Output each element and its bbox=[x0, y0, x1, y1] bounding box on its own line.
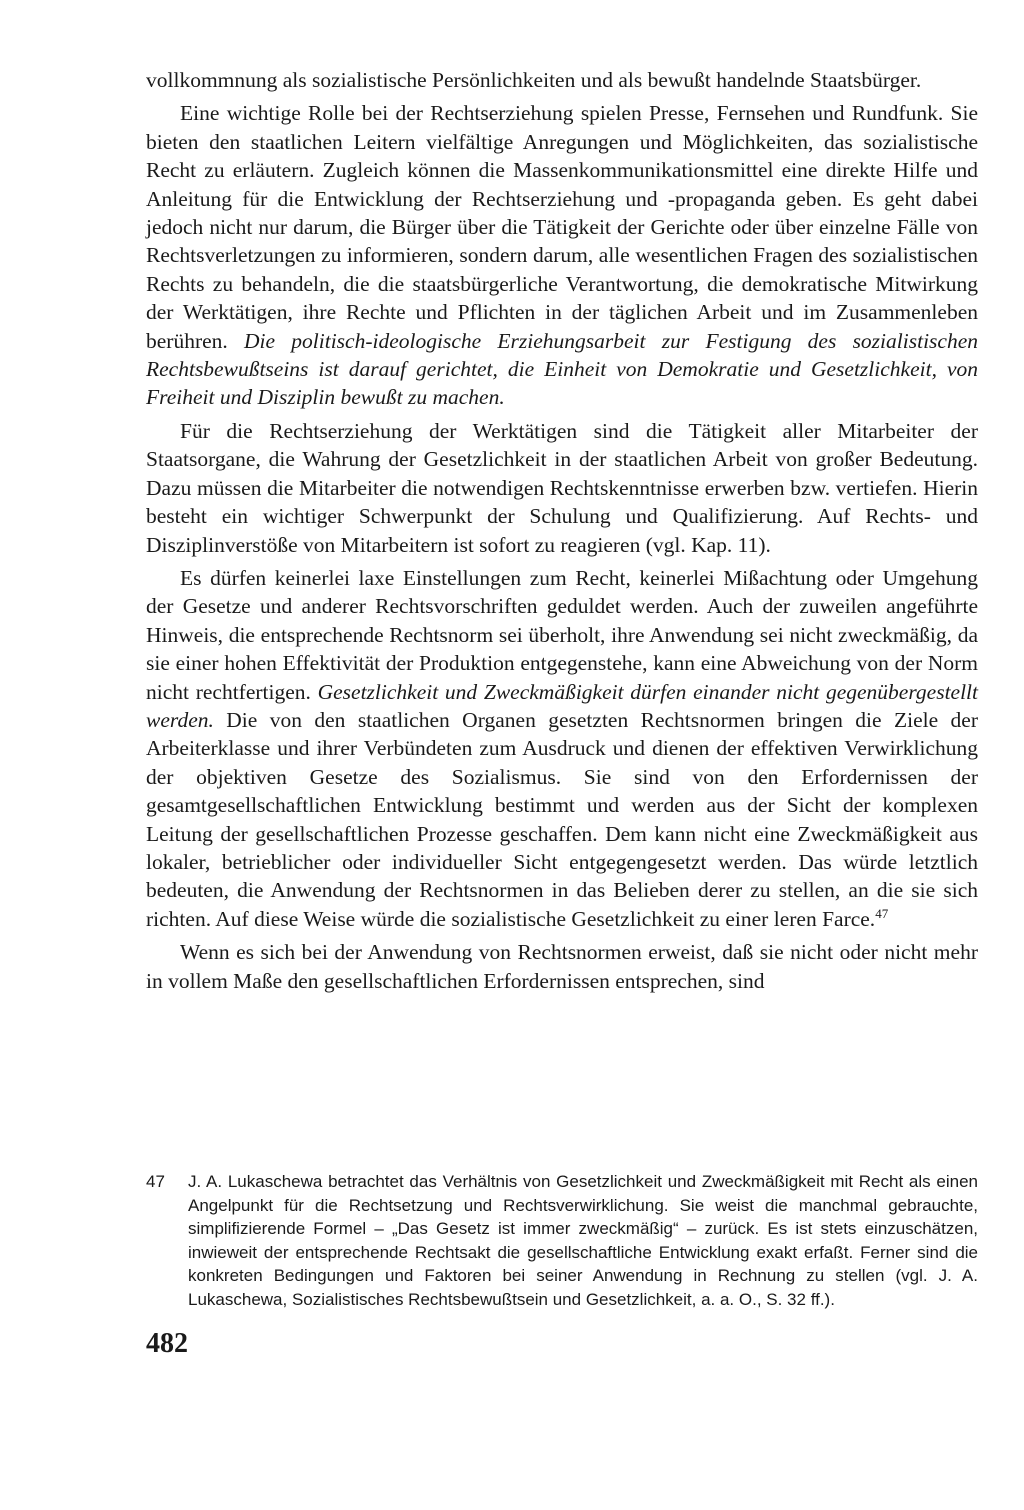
paragraph-continuation bbox=[146, 66, 978, 94]
paragraph-legality bbox=[146, 564, 978, 933]
paragraph-text: Es dürfen keinerlei laxe Einstellungen zum Recht, keinerlei Mißachtung oder Umgehung der Gesetze und anderer Rechtsvorschriften geduldet werden. Auch der zuweilen angeführte Hinweis, die entsprechende Rechtsnorm sei überholt, ihre Anwendung sei nicht zweckmäßig, da sie einer hohen Effektivität der Produktion entgegenstehe, kann eine Abweichung von der Norm nicht rechtfertigen. bbox=[146, 565, 978, 704]
paragraph-emphasis: Gesetzlichkeit und Zweckmäßigkeit dürfen einander nicht gegenübergestellt werden. bbox=[146, 679, 979, 732]
paragraph-text: Eine wichtige Rolle bei der Rechtserziehung spielen Presse, Fernsehen und Rundfunk. Sie bieten den staatlichen Leitern vielfältige Anregungen und Möglichkeiten, das sozialistische Recht zu erläutern. Zugleich können die Massenkommunikationsmittel eine direkte Hilfe und Anleitung für die Entwicklung der Rechtserziehung und -propaganda geben. Es geht dabei jedoch nicht nur darum, die Bürger über die Tätigkeit der Gerichte oder über einzelne Fälle von Rechtsverletzungen zu informieren, sondern darum, alle wesentlichen Fragen des sozialistischen Rechts zu behandeln, die die staatsbürgerliche Verantwortung, die demokratische Mitwirkung der Werktätigen, ihre Rechte und Pflichten in der täglichen Arbeit und im Zusammenleben berühren. bbox=[146, 101, 978, 353]
paragraph-text: Für die Rechtserziehung der Werktätigen sind die Tätigkeit aller Mitarbeiter der Staatsorgane, die Wahrung der Gesetzlichkeit in der staatlichen Arbeit von großer Bedeutung. Dazu müssen die Mitarbeiter die notwendigen Rechtskenntnisse erwerben bzw. vertiefen. Hierin besteht ein wichtiger Schwerpunkt der Schulung und Qualifizierung. Auf Rechts- und Disziplinverstöße von Mitarbeitern ist sofort zu reagieren (vgl. Kap. 11). bbox=[146, 418, 978, 557]
paragraph-text: Wenn es sich bei der Anwendung von Rechtsnormen erweist, daß sie nicht oder nicht mehr in vollem Maße den gesellschaftlichen Erfordernissen entsprechen, sind bbox=[146, 940, 978, 993]
paragraph-text: Die von den staatlichen Organen gesetzten Rechtsnormen bringen die Ziele der Arbeiterklasse und ihrer Verbündeten zum Ausdruck und dienen der effektiven Verwirklichung der objektiven Gesetze des Sozialismus. Sie sind von den Erfordernissen der gesamtgesellschaftlichen Entwicklung bestimmt und werden aus der Sicht der komplexen Leitung der gesellschaftlichen Prozesse geschaffen. Dem kann nicht eine Zweckmäßigkeit aus lokaler, betrieblicher oder individueller Sicht entgegengesetzt werden. Das würde letztlich bedeuten, die Anwendung der Rechtsnormen in das Belieben derer zu stellen, an die sie sich richten. Auf diese Weise würde die sozialistische Gesetzlichkeit zu einer leren Farce. bbox=[146, 707, 978, 931]
paragraph-text: vollkommnung als sozialistische Persönlichkeiten und als bewußt handelnde Staatsbürger. bbox=[146, 68, 922, 92]
paragraph-emphasis: Die politisch-ideologische Erziehungsarbeit zur Festigung des sozialistischen Rechtsbewußtseins ist darauf gerichtet, die Einheit von Demokratie und Gesetzlichkeit, von Freiheit und Disziplin bewußt zu machen. bbox=[146, 328, 978, 410]
main-text bbox=[146, 66, 978, 995]
paragraph-staff-training bbox=[146, 417, 978, 559]
footnote-reference[interactable]: 47 bbox=[875, 905, 889, 921]
footnote-text: J. A. Lukaschewa betrachtet das Verhältnis von Gesetzlichkeit und Zweckmäßigkeit mit Recht als einen Angelpunkt für die Rechtsetzung und Rechtsverwirklichung. Sie weist die manchmal gebrauchte, simplifizierende Formel – „Das Gesetz ist immer zweckmäßig“ – zurück. Es ist stets einzuschätzen, inwieweit der entsprechende Rechtsakt die gesellschaftliche Entwicklung exakt erfaßt. Ferner sind die konkreten Bedingungen und Faktoren bei seiner Anwendung in Rechnung zu stellen (vgl. J. A. Lukaschewa, Sozialistisches Rechtsbewußtsein und Gesetzlichkeit, a. a. O., S. 32 ff.). bbox=[188, 1172, 978, 1309]
page-number: 482 bbox=[146, 1328, 188, 1359]
footnote bbox=[146, 1170, 978, 1311]
footnote-number: 47 bbox=[146, 1172, 165, 1191]
paragraph-media-role bbox=[146, 99, 978, 411]
paragraph-final bbox=[146, 938, 978, 995]
